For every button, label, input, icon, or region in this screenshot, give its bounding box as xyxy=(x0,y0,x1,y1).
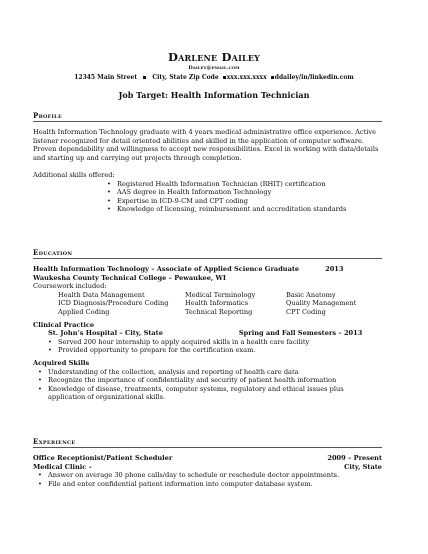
clinical-heading: Clinical Practice xyxy=(33,320,95,329)
degree-year: 2013 xyxy=(325,265,344,273)
employer-name: Medical Clinic – xyxy=(33,462,92,471)
profile-heading: Profile xyxy=(33,111,382,122)
list-item: • Knowledge of licensing, reimbursement and accreditation standards xyxy=(117,205,382,214)
experience-heading: Experience xyxy=(33,437,382,448)
coursework-label: Coursework included: xyxy=(33,282,107,291)
education-section xyxy=(33,248,382,402)
employer-row xyxy=(33,463,382,472)
job-title: Office Receptionist/Patient Scheduler xyxy=(33,454,173,462)
degree-row xyxy=(33,265,382,274)
clinical-site: St. John’s Hospital – City, State xyxy=(48,329,163,338)
job-row xyxy=(33,454,382,463)
list-item: • Provided opportunity to prepare for the certification exam. xyxy=(58,346,382,355)
skills-label: Additional skills offered: xyxy=(33,170,115,179)
course-item: Health Data Management xyxy=(58,290,145,299)
list-item: • Understanding of the collection, analysis and reporting of health care data xyxy=(48,368,382,377)
list-item: • Answer on average 30 phone calls/day to schedule or reschedule doctor appointments. xyxy=(48,471,382,480)
profile-summary: Health Information Technology graduate with 4 years medical administrative office experience. Active listener recognized for detail oriented abilities and skilled in the application of computer software. Proven dependability and willingness to accept new responsibilities. Excel in working with data/details and starting up and carrying out projects through completion. xyxy=(33,128,379,162)
course-item: Health Informatics xyxy=(185,299,249,308)
list-item: • AAS degree in Health Information Technology xyxy=(117,188,382,197)
street-address: 12345 Main Street xyxy=(74,74,138,81)
course-item: ICD Diagnosis/Procedure Coding xyxy=(58,299,169,308)
square-bullet-icon xyxy=(223,76,226,79)
acquired-skills-heading: Acquired Skills xyxy=(33,358,90,367)
list-item: • File and enter confidential patient information into computer database system. xyxy=(48,480,382,489)
course-item: CPT Coding xyxy=(286,307,326,316)
email-address[interactable]: Dailey@email.com xyxy=(188,65,240,71)
clinical-row xyxy=(33,329,382,338)
list-item: • Served 200 hour internship to apply acquired skills in a health care facility xyxy=(58,338,382,347)
list-item: • Recognize the importance of confidentiality and security of patient health information xyxy=(48,376,382,385)
job-target: Job Target: Health Information Technician xyxy=(118,90,310,100)
linkedin-url[interactable]: ddailey/in/linkedin.com xyxy=(274,74,354,81)
profile-section xyxy=(33,111,382,214)
course-item: Medical Terminology xyxy=(185,290,256,299)
degree-title: Health Information Technology – Associate of Applied Science Graduate xyxy=(33,265,300,273)
candidate-name: Darlene Dailey xyxy=(167,50,261,64)
course-item: Basic Anatomy xyxy=(286,290,336,299)
clinical-dates: Spring and Fall Semesters – 2013 xyxy=(238,329,363,338)
square-bullet-icon xyxy=(271,76,274,79)
job-duties-list xyxy=(33,471,382,488)
education-heading: Education xyxy=(33,248,382,259)
contact-line xyxy=(0,74,428,81)
list-item: • Registered Health Information Technician (RHIT) certification xyxy=(117,180,382,189)
course-item: Quality Management xyxy=(286,299,357,308)
job-dates: 2009 – Present xyxy=(327,454,382,462)
city-state-zip: City, State Zip Code xyxy=(152,74,219,81)
course-item: Technical Reporting xyxy=(185,307,253,316)
list-item: • Expertise in ICD-9-CM and CPT coding xyxy=(117,197,382,206)
course-item: Applied Coding xyxy=(58,307,110,316)
clinical-list xyxy=(33,338,382,355)
phone-number: xxx.xxx.xxxx xyxy=(226,74,267,81)
square-bullet-icon xyxy=(143,76,146,79)
skills-list xyxy=(33,180,382,214)
employer-location: City, State xyxy=(344,462,382,471)
acquired-skills-list xyxy=(33,368,382,402)
coursework-grid xyxy=(33,291,382,317)
school-name: Waukesha County Technical College – Pewaukee, WI xyxy=(33,273,226,282)
list-item: • Knowledge of disease, treatments, computer systems, regulatory and ethical issues plus application of organizational skills. xyxy=(48,385,382,402)
experience-section xyxy=(33,437,382,488)
